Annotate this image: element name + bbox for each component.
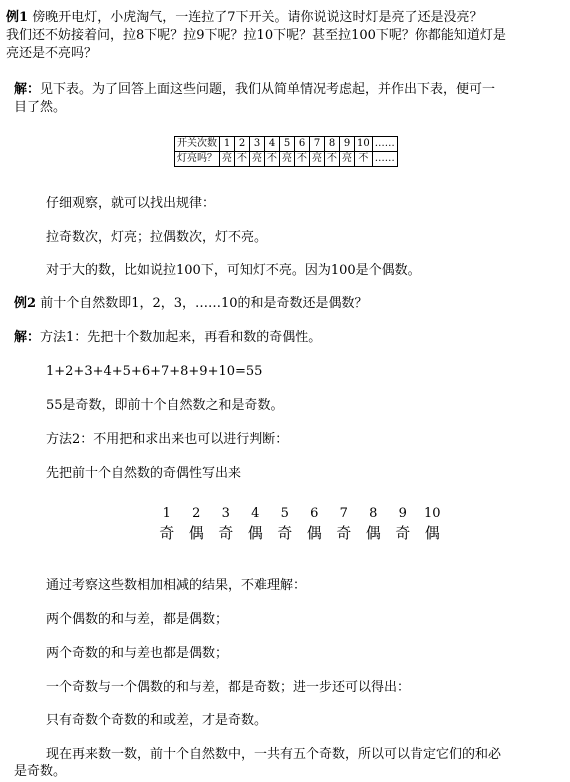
table-cell: 不 [235,152,250,167]
parity-item: 奇 [277,524,293,542]
table-row-light [175,152,398,167]
table-cell: 亮 [340,152,355,167]
sum-equation: 1+2+3+4+5+6+7+8+9+10=55 [46,364,263,379]
solution2-method1: 方法1：先把十个数加起来，再看和数的奇偶性。 [40,330,322,345]
number-item: 6 [310,506,319,521]
table-row-count [175,137,398,152]
tail-line4: 一个奇数与一个偶数的和与差，都是奇数；进一步还可以得出： [46,680,411,695]
parity-item: 偶 [247,524,263,542]
example1-label: 例1 [6,10,29,25]
table-cell: 7 [310,137,325,152]
table-cell: …… [372,137,397,152]
example2-text: 前十个自然数即1，2，3，……10的和是奇数还是偶数？ [40,296,368,311]
number-item: 3 [221,506,230,521]
example1-text-2: 我们还不妨接着问，拉8下呢？拉9下呢？拉10下呢？甚至拉100下呢？你都能知道灯是 [6,28,506,43]
observation-line3: 对于大的数，比如说拉100下，可知灯不亮。因为100是个偶数。 [46,263,421,278]
table-cell: 开关次数 [175,137,220,152]
example1-text-1: 傍晚开电灯，小虎淘气，一连拉了7下开关。请你说说这时灯是亮了还是没亮？ [32,10,483,25]
number-item: 2 [192,506,201,521]
table-cell: 8 [325,137,340,152]
parity-item: 偶 [188,524,204,542]
table-cell: …… [372,152,397,167]
tail-line1: 通过考察这些数相加相减的结果，不难理解： [46,578,307,593]
tail-line7: 是奇数。 [14,764,67,779]
number-item: 10 [423,506,441,521]
table-cell: 灯亮吗？ [175,152,220,167]
solution1-line1 [14,82,495,98]
tail-line6: 现在再来数一数，前十个自然数中，一共有五个奇数，所以可以肯定它们的和必 [46,747,502,762]
example2-label: 例2 [14,296,37,311]
parity-row [152,522,447,543]
parity-item: 偶 [365,524,381,542]
number-item: 1 [162,506,171,521]
number-item: 9 [398,506,407,521]
number-item: 4 [251,506,260,521]
sum-conclusion: 55是奇数，即前十个自然数之和是奇数。 [46,398,284,413]
parity-item: 奇 [159,524,175,542]
parity-item: 偶 [306,524,322,542]
number-item: 7 [339,506,348,521]
example1-text-3: 亮还是不亮吗？ [6,46,98,61]
solution1-text-1: 见下表。为了回答上面这些问题，我们从简单情况考虑起，并作出下表，便可一 [40,82,496,97]
table-cell: 亮 [280,152,295,167]
parity-item: 奇 [395,524,411,542]
table-cell: 6 [295,137,310,152]
table-cell: 3 [250,137,265,152]
parity-item: 偶 [424,524,440,542]
table-cell: 2 [235,137,250,152]
parity-item: 奇 [336,524,352,542]
table-cell: 亮 [220,152,235,167]
tail-line2: 两个偶数的和与差，都是偶数； [46,612,229,627]
table-cell: 不 [325,152,340,167]
solution2-method2-intro: 先把前十个自然数的奇偶性写出来 [46,466,242,481]
example1-line1 [6,10,482,26]
table-cell: 不 [355,152,373,167]
solution2-label: 解： [14,330,41,345]
tail-line3: 两个奇数的和与差也都是偶数； [46,646,229,661]
number-item: 5 [280,506,289,521]
table-cell: 不 [295,152,310,167]
number-item: 8 [369,506,378,521]
switch-table [174,136,398,167]
table-cell: 亮 [250,152,265,167]
parity-item: 奇 [218,524,234,542]
tail-line5: 只有奇数个奇数的和或差，才是奇数。 [46,713,268,728]
table-cell: 9 [340,137,355,152]
solution1-text-2: 目了然。 [14,100,67,115]
table-cell: 1 [220,137,235,152]
example2-line [14,296,368,312]
number-row [152,506,447,521]
table-cell: 10 [355,137,373,152]
observation-line1: 仔细观察，就可以找出规律： [46,196,216,211]
table-cell: 4 [265,137,280,152]
table-cell: 亮 [310,152,325,167]
solution1-label: 解： [14,82,41,97]
observation-line2: 拉奇数次，灯亮；拉偶数次，灯不亮。 [46,230,268,245]
solution2-method2: 方法2：不用把和求出来也可以进行判断： [46,432,289,447]
table-cell: 5 [280,137,295,152]
table-cell: 不 [265,152,280,167]
solution2-method1-line [14,330,321,346]
